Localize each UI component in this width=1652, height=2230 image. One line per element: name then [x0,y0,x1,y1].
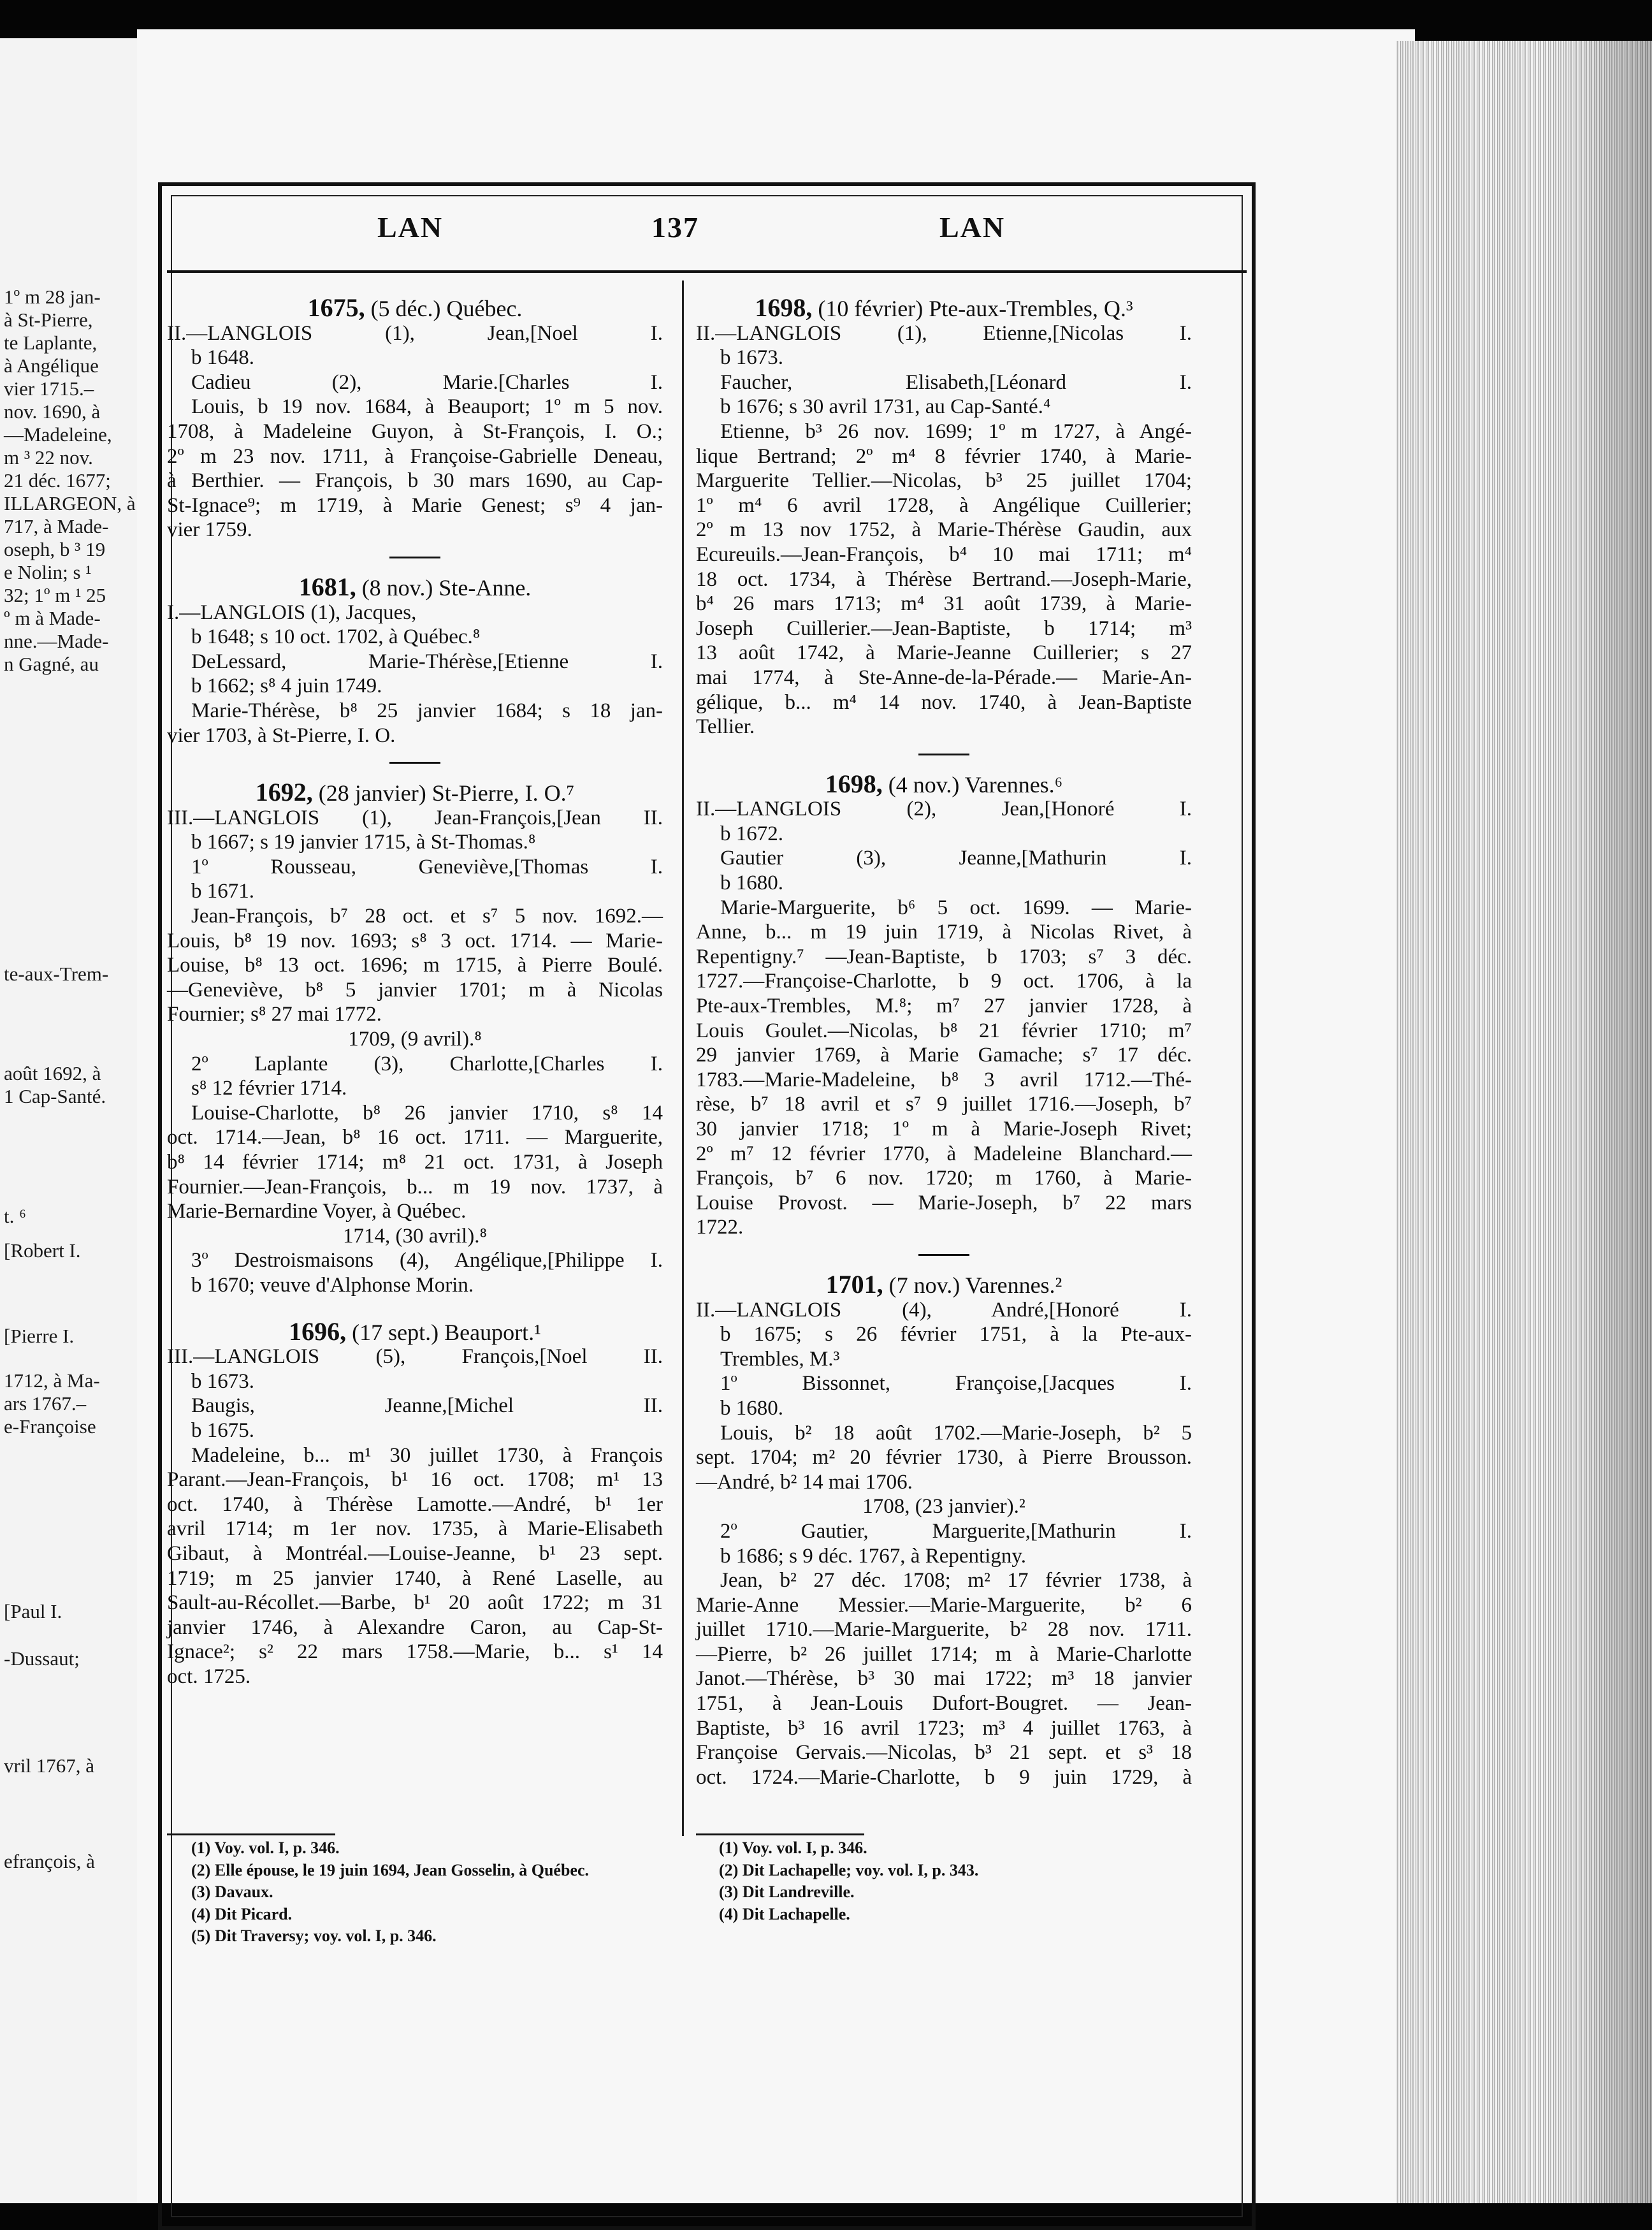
line: b 1662; s⁸ 4 juin 1749. [191,674,382,698]
line: Anne, b... m 19 juin 1719, à Nicolas Rivet, à [696,921,1192,944]
footnote: (2) Elle épouse, le 19 juin 1694, Jean Gosselin, à Québec. [191,1860,589,1879]
line: 3º Destroismaisons (4), Angélique, [191,1249,547,1272]
entry-1696 [167,1316,663,1689]
prev-page-line: [Pierre I. [4,1325,75,1347]
line: [Noel II. [539,1345,663,1369]
line: 1751, à Jean-Louis Dufort-Bougret. — Jean- [696,1692,1192,1716]
entry-1701 [696,1269,1192,1789]
footnote-rule-right [696,1833,864,1835]
line: [Jacques I. [1042,1372,1192,1396]
footnote: (1) Voy. vol. I, p. 346. [719,1839,867,1857]
line: Cadieu (2), Marie. [191,370,498,394]
line: I.—LANGLOIS (1), Jacques, [167,601,417,624]
line: 1709, (9 avril).⁸ [348,1028,482,1051]
line: Jean-François, b⁷ 28 oct. et s⁷ 5 nov. 1692.— [191,905,663,928]
right-column [696,293,1192,1789]
prev-page-line: nne.—Made- [4,630,109,652]
line: II.—LANGLOIS (4), André, [696,1298,1049,1322]
footnote: (2) Dit Lachapelle; voy. vol. I, p. 343. [719,1860,979,1879]
line: II.—LANGLOIS (1), Etienne, [696,321,1053,345]
prev-page-line: 32; 1º m ¹ 25 [4,584,106,606]
footnotes-right [719,1837,1203,1925]
line: 18 oct. 1734, à Thérèse Bertrand.—Joseph-Marie, [696,567,1192,591]
line: [Charles I. [498,370,663,394]
line: 1783.—Marie-Madeleine, b⁸ 3 avril 1712.—Thé- [696,1068,1192,1091]
running-head-right: LAN [939,211,1006,244]
line: 2º m 23 nov. 1711, à Françoise-Gabrielle Deneau, [167,444,663,468]
line: 1722. [696,1216,744,1239]
line: 2º Gautier, Marguerite, [720,1519,1031,1543]
line: Marie-Thérèse, b⁸ 25 janvier 1684; s 18 jan- [191,699,663,722]
entry-separator [389,557,440,558]
line: b 1680. [720,1396,783,1420]
line: [Honoré I. [1048,1298,1192,1322]
previous-page-fragment [0,38,137,2203]
prev-page-line: vier 1715.– [4,377,94,400]
line: Marie-Marguerite, b⁶ 5 oct. 1699. — Marie- [720,896,1192,919]
line: Louise Provost. — Marie-Joseph, b⁷ 22 mars [696,1191,1192,1214]
line: [Léonard I. [989,370,1192,394]
line: Fournier; s⁸ 27 mai 1772. [167,1003,382,1026]
entry-date-place: (7 nov.) Varennes.² [883,1272,1062,1298]
running-head-left: LAN [377,211,444,244]
line: Baptiste, b³ 16 avril 1723; m³ 4 juillet 1763, à [696,1716,1192,1740]
prev-page-line: à Angélique [4,354,99,377]
line: II.—LANGLOIS (1), Jean, [167,321,530,345]
line: b 1671. [191,880,254,903]
line: Parant.—Jean-François, b¹ 16 oct. 1708; m¹ 13 [167,1468,663,1492]
entry-separator [918,754,969,755]
prev-page-line: efrançois, à [4,1850,95,1872]
entry-separator [918,1254,969,1256]
footnote: (1) Voy. vol. I, p. 346. [191,1839,340,1857]
line: Françoise Gervais.—Nicolas, b³ 21 sept. et s³ 18 [696,1741,1192,1765]
entry-1675 [167,293,663,543]
line: [Charles I. [533,1052,663,1075]
entry-date-place: (8 nov.) Ste-Anne. [356,574,532,601]
line: oct. 1740, à Thérèse Lamotte.—André, b¹ 1er [167,1492,663,1516]
line: Louis Goulet.—Nicolas, b⁸ 21 février 1710; m⁷ [696,1019,1192,1042]
line: à Berthier. — François, b 30 mars 1690, au Cap- [167,469,663,493]
line: 30 janvier 1718; 1º m à Marie-Joseph Rivet; [696,1118,1192,1141]
line: [Noel I. [530,321,663,345]
prev-page-line: t. ⁶ [4,1205,26,1227]
line: DeLessard, Marie-Thérèse, [191,650,498,673]
line: 29 janvier 1769, à Marie Gamache; s⁷ 17 déc. [696,1044,1192,1067]
prev-page-line: 21 déc. 1677; [4,469,111,492]
line: 1719; m 25 janvier 1740, à René Laselle, au [167,1566,663,1590]
line: Ecureuils.—Jean-François, b⁴ 10 mai 1711; m⁴ [696,543,1192,566]
prev-page-line: 1º m 28 jan- [4,286,101,308]
line: b 1686; s 9 déc. 1767, à Repentigny. [720,1544,1026,1568]
line: Marie-Bernardine Voyer, à Québec. [167,1200,467,1223]
footnote: (3) Davaux. [191,1883,273,1901]
line: b 1673. [720,346,783,370]
prev-page-line: nov. 1690, à [4,400,101,423]
column-divider [682,281,684,1836]
line: Trembles, M.³ [720,1347,840,1371]
entry-year: 1681, [298,572,356,601]
prev-page-line: 1712, à Ma- [4,1369,100,1392]
line: [Mathurin I. [1021,847,1192,870]
line: [Honoré I. [1044,798,1192,821]
line: III.—LANGLOIS (1), Jean-François, [167,806,557,829]
prev-page-line: te Laplante, [4,332,98,354]
line: b 1673. [191,1369,254,1393]
line: juillet 1710.—Marie-Marguerite, b² 28 nov. 1711. [696,1618,1192,1642]
line: sept. 1704; m² 20 février 1730, à Pierre Brousson. [696,1446,1192,1469]
entry-date-place: (5 déc.) Québec. [365,296,523,321]
line: Pte-aux-Trembles, M.⁸; m⁷ 27 janvier 1728, à [696,995,1192,1018]
line: [Michel II. [447,1394,663,1418]
line: —Pierre, b² 26 juillet 1714; m à Marie-Charlotte [696,1642,1192,1666]
line: Louis, b 19 nov. 1684, à Beauport; 1º m 5 nov. [191,395,663,419]
line: Fournier.—Jean-François, b... m 19 nov. 1737, à [167,1175,663,1199]
prev-page-line: vril 1767, à [4,1754,95,1777]
line: [Etienne I. [497,650,663,673]
line: oct. 1725. [167,1665,251,1688]
line: b 1667; s 19 janvier 1715, à St-Thomas.⁸ [191,831,536,854]
entry-year: 1675, [307,293,365,322]
entry-year: 1696, [289,1316,347,1346]
line: 2º m⁷ 12 février 1770, à Madeleine Blanchard.— [696,1142,1192,1165]
line: 1º Rousseau, Geneviève, [191,855,514,878]
footnote-rule-left [167,1833,335,1835]
prev-page-line: [Paul I. [4,1600,62,1622]
line: Baugis, Jeanne, [191,1394,447,1418]
line: vier 1703, à St-Pierre, I. O. [167,724,396,747]
line: 1º Bissonnet, Françoise, [720,1372,1043,1396]
prev-page-line: oseph, b ³ 19 [4,538,106,560]
line: Marie-Anne Messier.—Marie-Marguerite, b² 6 [696,1593,1192,1617]
line: Louis, b⁸ 19 nov. 1693; s⁸ 3 oct. 1714. — Marie- [167,929,663,952]
line: avril 1714; m 1er nov. 1735, à Marie-Elisabeth [167,1517,663,1541]
prev-page-line: ars 1767.– [4,1392,87,1415]
footnote: (3) Dit Landreville. [719,1883,855,1901]
line: [Mathurin I. [1030,1519,1192,1543]
line: St-Ignace⁹; m 1719, à Marie Genest; s⁹ 4 jan- [167,493,663,517]
line: Gibaut, à Montréal.—Louise-Jeanne, b¹ 23 sept. [167,1541,663,1565]
footnotes-left [191,1837,676,1948]
line: b 1680. [720,871,783,895]
line: oct. 1724.—Marie-Charlotte, b 9 juin 1729, à [696,1765,1192,1789]
line: Faucher, Elisabeth, [720,370,990,394]
entry-year: 1692, [255,778,313,807]
line: Ignace²; s² 22 mars 1758.—Marie, b... s¹ 14 [167,1640,663,1664]
entry-separator [389,762,440,764]
line: Louise-Charlotte, b⁸ 26 janvier 1710, s⁸ 14 [191,1101,663,1125]
line: b 1676; s 30 avril 1731, au Cap-Santé.⁴ [720,395,1051,419]
footnote: (4) Dit Lachapelle. [719,1904,850,1923]
line: Louis, b² 18 août 1702.—Marie-Joseph, b² 5 [720,1421,1192,1445]
prev-page-line: [Robert I. [4,1239,81,1262]
left-column [167,293,663,1689]
line: gélique, b... m⁴ 14 nov. 1740, à Jean-Baptiste [696,690,1192,714]
line: b 1648. [191,346,254,370]
line: oct. 1714.—Jean, b⁸ 16 oct. 1711. — Marguerite, [167,1126,663,1149]
entry-1698-fevrier [696,293,1192,740]
line: 13 août 1742, à Marie-Jeanne Cuillerier; s 27 [696,641,1192,665]
line: —André, b² 14 mai 1706. [696,1470,913,1494]
line: rèse, b⁷ 18 avril et s⁷ 9 juillet 1716.—Joseph, b⁷ [696,1093,1192,1116]
line: François, b⁷ 6 nov. 1720; m 1760, à Marie- [696,1167,1192,1190]
prev-page-line: —Madeleine, [4,423,112,446]
line: b 1675; s 26 février 1751, à la Pte-aux- [720,1323,1192,1346]
prev-page-line: 1 Cap-Santé. [4,1085,106,1107]
entry-year: 1698, [755,293,813,322]
entry-1692 [167,780,663,1297]
line: b 1672. [720,822,783,845]
prev-page-line: te-aux-Trem- [4,963,109,985]
page-number: 137 [651,211,699,244]
line: b 1670; veuve d'Alphonse Morin. [191,1273,474,1297]
prev-page-line: à St-Pierre, [4,309,93,331]
prev-page-line: n Gagné, au [4,653,99,675]
entry-1698-nov [696,769,1192,1240]
prev-page-line: e-Françoise [4,1415,96,1438]
line: III.—LANGLOIS (5), François, [167,1345,540,1369]
entry-date-place: (17 sept.) Beauport.¹ [346,1319,541,1345]
line: janvier 1746, à Alexandre Caron, au Cap-St- [167,1615,663,1639]
line: 2º m 13 nov 1752, à Marie-Thérèse Gaudin, aux [696,518,1192,542]
line: Marguerite Tellier.—Nicolas, b³ 25 juillet 1704; [696,469,1192,493]
line: b 1675. [191,1418,254,1442]
line: 2º Laplante (3), Charlotte, [191,1052,533,1075]
header-rule [167,270,1247,273]
entry-date-place: (10 février) Pte-aux-Trembles, Q.³ [812,296,1133,321]
line: 1714, (30 avril).⁸ [343,1224,487,1248]
line: b 1648; s 10 oct. 1702, à Québec.⁸ [191,625,481,649]
line: 1º m⁴ 6 avril 1728, à Angélique Cuillerier; [696,493,1192,517]
line: b⁴ 26 mars 1713; m⁴ 31 août 1739, à Marie- [696,592,1192,616]
line: —Geneviève, b⁸ 5 janvier 1701; m à Nicolas [167,978,663,1002]
line: II.—LANGLOIS (2), Jean, [696,798,1045,821]
line: Joseph Cuillerier.—Jean-Baptiste, b 1714; m³ [696,616,1192,640]
prev-page-line: -Dussaut; [4,1647,80,1670]
line: Gautier (3), Jeanne, [720,847,1022,870]
line: mai 1774, à Ste-Anne-de-la-Pérade.— Marie-An- [696,666,1192,689]
entry-date-place: (28 janvier) St-Pierre, I. O.⁷ [312,780,575,806]
line: Repentigny.⁷ —Jean-Baptiste, b 1703; s⁷ 3 déc. [696,945,1192,968]
entry-year: 1701, [825,1269,883,1299]
line: [Nicolas I. [1052,321,1192,345]
line: Madeleine, b... m¹ 30 juillet 1730, à François [191,1443,663,1467]
prev-page-line: août 1692, à [4,1062,101,1084]
prev-page-line: 717, à Made- [4,515,109,537]
entry-date-place: (4 nov.) Varennes.⁶ [882,771,1063,798]
line: Jean, b² 27 déc. 1708; m² 17 février 1738, à [720,1569,1192,1592]
line: 1708, (23 janvier).² [862,1495,1025,1519]
line: 1727.—Françoise-Charlotte, b 9 oct. 1706, à la [696,970,1192,993]
prev-page-line: e Nolin; s ¹ [4,561,92,583]
line: Sault-au-Récollet.—Barbe, b¹ 20 août 1722; m 31 [167,1591,663,1615]
line: Louise, b⁸ 13 oct. 1696; m 1715, à Pierre Boulé. [167,954,663,977]
line: [Thomas I. [513,855,663,878]
entry-year: 1698, [825,769,883,798]
line: 1708, à Madeleine Guyon, à St-François, I. O.; [167,419,663,443]
line: s⁸ 12 février 1714. [191,1077,347,1100]
prev-page-line: m ³ 22 nov. [4,446,93,469]
line: vier 1759. [167,518,252,542]
line: b⁸ 14 février 1714; m⁸ 21 oct. 1731, à Joseph [167,1151,663,1174]
entry-1681 [167,572,663,748]
line: Etienne, b³ 26 nov. 1699; 1º m 1727, à Angé- [720,419,1192,443]
line: Janot.—Thérèse, b³ 30 mai 1722; m³ 18 janvier [696,1667,1192,1691]
line: Tellier. [696,715,755,739]
line: lique Bertrand; 2º m⁴ 8 février 1740, à Marie- [696,444,1192,468]
prev-page-line: º m à Made- [4,607,101,629]
footnote: (5) Dit Traversy; voy. vol. I, p. 346. [191,1927,437,1945]
prev-page-line: ILLARGEON, à [4,492,136,514]
line: [Jean II. [556,806,663,829]
footnote: (4) Dit Picard. [191,1904,293,1923]
page-edge-shadow [1563,41,1652,2203]
line: [Philippe I. [547,1249,663,1272]
